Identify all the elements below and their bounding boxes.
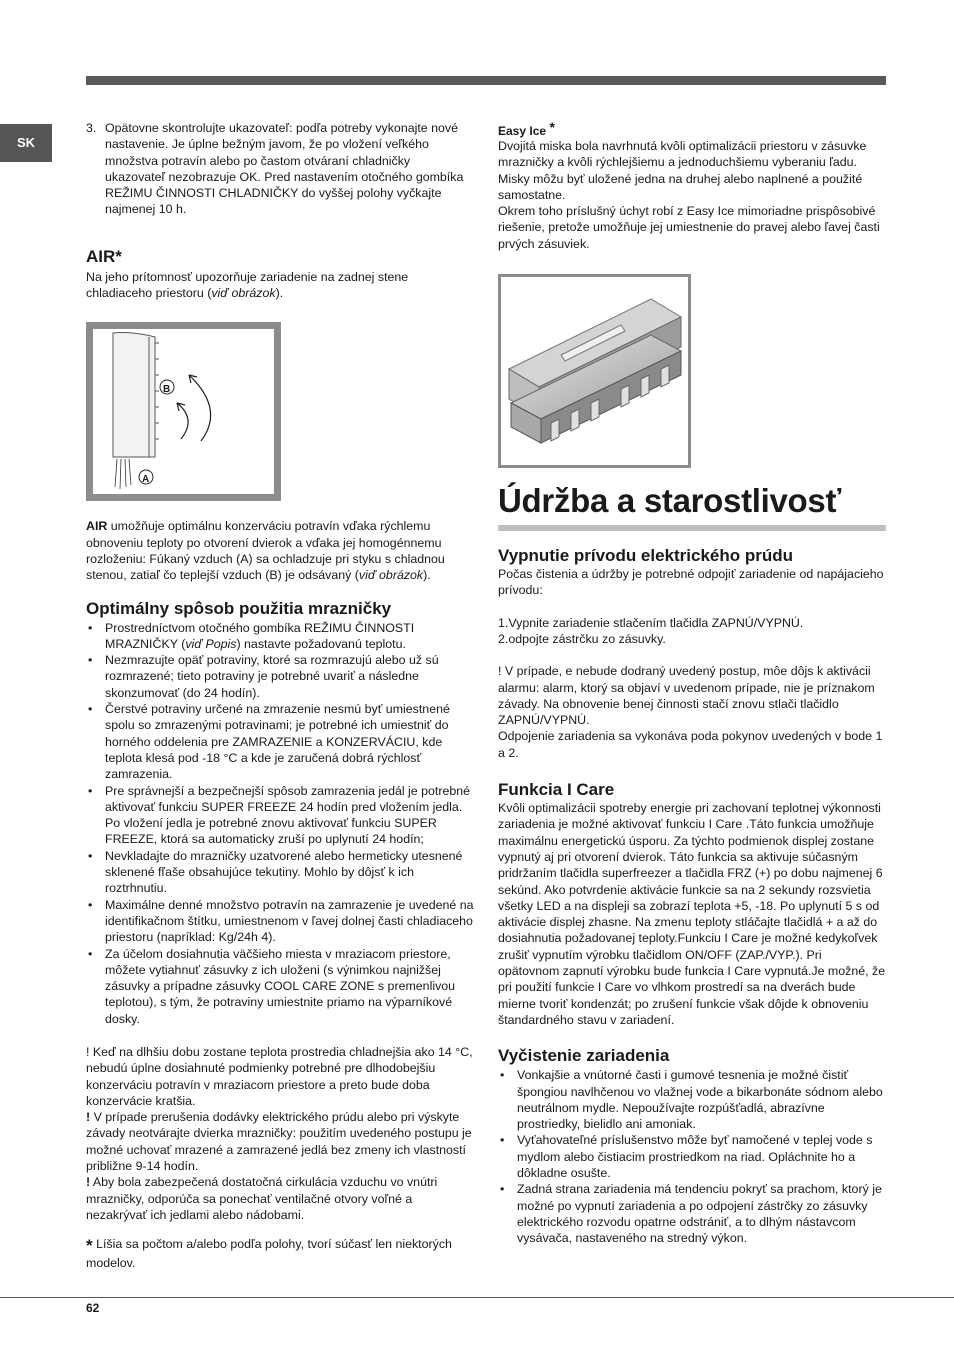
list-item: • Zadná strana zariadenia má tendenciu pokryť sa prachom, ktorý je možné po vypnutí zariadenia a po odpojení zástrčky zo zásuvky elektrického rozvodu opatrne odstrániť, a to dlhým nástavcom vysávača, nastaveného na stredný výkon. [498, 1181, 886, 1246]
bullet1-end: ) nastavte požadovanú teplotu. [236, 636, 406, 651]
easy-ice-p1: Dvojitá miska bola navrhnutá kvôli optimalizácii priestoru v zásuvke mrazničky a kvôli rýchlejšiemu a jednoduchšiemu vyberaniu ľadu. Misky môžu byť uložené jedna na druhej alebo naplnené a použité samostatne. [498, 139, 867, 202]
air-desc-text: umožňuje optimálnu konzerváciu potravín vďaka rýchlemu obnoveniu teploty po otvorení dvierok a vďaka jej homogénnemu rozloženiu: Fúkaný vzduch (A) sa ochladzuje pri styku s chladnou stenou, zatiaľ čo teplejší vzduch (B) je odsávaný ( [86, 519, 445, 583]
easy-ice-heading [498, 120, 886, 138]
cleaning-bullets [498, 1067, 886, 1246]
air-heading: AIR* [86, 246, 122, 266]
right-column [498, 120, 886, 1246]
easy-ice-title: Easy Ice [498, 124, 547, 138]
air-figure [86, 322, 281, 501]
list-item: • Čerstvé potraviny určené na zmrazenie nesmú byť umiestnené spolu so zmrazenými potravinami; je potrebné ich umiestniť do horného oddelenia pre ZAMRAZENIE a KONZERVÁCIU, kde teplota klesá pod -18 °C a kde je zaručená dobrá rýchlosť zamrazenia. [86, 701, 474, 782]
bullet1-text: Prostredníctvom otočného gombíka REŽIMU ČINNOSTI MRAZNIČKY ( [105, 620, 415, 651]
list-item: • Nevkladajte do mrazničky uzatvorené alebo hermeticky utesnené sklenené fľaše obsahujúce tekutiny. Mohlo by dôjsť k ich roztrhnutiu. [86, 848, 474, 897]
footer-rule [0, 1297, 954, 1298]
step-3 [86, 120, 474, 218]
air-intro-ref: viď obrázok [211, 286, 276, 301]
air-desc-ref: viď obrázok [358, 568, 424, 583]
air-intro-text: Na jeho prítomnosť upozorňuje zariadenie na zadnej stene chladiaceho priestoru ( [86, 269, 409, 301]
easy-ice-star: * [549, 119, 555, 135]
air-desc-end: ). [423, 568, 431, 583]
list-item [86, 620, 474, 653]
step-text: Opätovne skontrolujte ukazovateľ: podľa potreby vykonajte nové nastavenie. Je úplne bežným javom, že po vložení veľkého množstva potravín alebo po častom otváraní chladničky ukazovateľ nezobrazuje OK. Pred nastavením otočného gombíka REŽIMU ČINNOSTI CHLADNIČKY do vyššej polohy vyčkajte najmenej 10 h. [105, 121, 464, 217]
air-diagram [93, 329, 274, 494]
list-item: • Maximálne denné množstvo potravín na zamrazenie je uvedené na identifikačnom štítku, umiestnenom v ľavej dolnej časti chladiaceho priestoru (napríklad: Kg/24h 4). [86, 897, 474, 946]
list-item: • Pre správnejší a bezpečnejší spôsob zamrazenia jedál je potrebné aktivovať funkciu SUPER FREEZE 24 hodín pred vložením jedla. Po vložení jedla je potrebné znovu aktivovať funkciu SUPER FREEZE, ktorá sa automaticky zruší po uplynutí 24 hodín; [86, 783, 474, 848]
list-item: • Za účelom dosiahnutia väčšieho miesta v mraziacom priestore, môžete vytiahnuť zásuvky z ich uloženi (s výnimkou najnižšej zásuvky a prípadne zásuvky COOL CARE ZONE s premenlivou teplotou), s tým, že potraviny umiestnite priamo na výparníkové dosky. [86, 946, 474, 1027]
figure-label-a: A [142, 473, 150, 485]
list-item: • Vyťahovateľné príslušenstvo môže byť namočené v teplej vode s mydlom alebo čistiacim prostriedkom na riad. Opláchnite ho a dôkladne osušte. [498, 1132, 886, 1181]
easy-ice-p2: Okrem toho príslušný úchyt robí z Easy Ice mimoriadne prispôsobivé riešenie, pretože umožňuje jej umiestnenie do pravej alebo ľavej časti prvých zásuviek. [498, 204, 880, 251]
step-number: 3. [86, 121, 97, 135]
icare-heading: Funkcia I Care [498, 780, 615, 800]
icare-text: Kvôli optimalizácii spotreby energie pri zachovaní teplotnej výkonnosti zariadenia je možné aktivovať funkciu I Care .Táto funkcia umožňuje maximálnu energetickú úsporu. Za týchto podmienok displej zostane vypnutý aj pri otvorení dvierok. Táto funkcia sa aktivuje súčasným pridržaním tlačidla superfreezer a tlačidla FRZ (+) po dobu najmenej 6 sekúnd. Ako potvrdenie aktivácie funkcie sa na 2 sekundy rozsvietia všetky LED a na displeji sa zobrazí teplota +5, -18. Po uplynutí 5 s od aktivácie displej zhasne. Na zmenu teploty stláčajte tlačidlá + a až do dosiahnutia požadovanej teploty.Funkciu I Care je možné kedykoľvek zrušiť vypnutím výrobku tlačidlom ON/OFF (ZAP./VYP.). Pri opätovnom zapnutí výrobku bude funkcia I Care vypnutá.Je možné, že pri použití funkcie I Care vo vlhkom prostredí sa na dverách bude mierne tvoriť kondenzát; po zrušení funkcie však dôjde k obnoveniu štandardného stavu v zariadení. [498, 801, 886, 1027]
maintenance-title: Údržba a starostlivosť [498, 482, 841, 520]
list-item: • Vonkajšie a vnútorné časti i gumové tesnenia je možné čistiť špongiou navlhčenou vo vlažnej vode a bikarbonáte sódnom alebo neutrálnom mydle. Nepoužívajte rozpúšťadlá, abrazívne prostriedky, bielidlo ani amoniak. [498, 1067, 886, 1132]
freezer-bullets [86, 620, 474, 1027]
air-intro [86, 269, 474, 302]
footnote-star: * [86, 1236, 93, 1256]
power-disconnect: Odpojenie zariadenia sa vykonáva poda pokynov uvedených v bode 1 a 2. [498, 729, 883, 760]
air-description [86, 518, 474, 583]
top-rule [86, 76, 886, 85]
bullet1-ref: viď Popis [185, 636, 237, 651]
note-mark: ! [86, 1110, 91, 1125]
power-step-1: 1.Vypnite zariadenie stlačením tlačidla ZAPNÚ/VYPNÚ. [498, 615, 804, 630]
list-item: • Nezmrazujte opäť potraviny, ktoré sa rozmrazujú alebo už sú rozmrazené; tieto potraviny je potrebné uvariť a následne skonzumovať (do 24 hodín). [86, 652, 474, 701]
ice-tray-image [501, 277, 688, 465]
note-ventilation [86, 1174, 474, 1223]
note-power-outage [86, 1109, 474, 1174]
note-text: Aby bola zabezpečená dostatočná cirkulácia vzduchu vo vnútri mrazničky, odporúča sa ponechať ventilačné otvory voľné a nezakrývať ich jedlami alebo nádobami. [86, 1175, 438, 1222]
note-text: V prípade prerušenia dodávky elektrického prúdu alebo pri výskyte závady neotvárajte dvierka mrazničky: použitím uvedeného postupu je možné uchovať mrazené a zamrazené jedlá bez zmeny ich vlastností približne 9-14 hodín. [86, 1110, 472, 1174]
figure-label-b: B [163, 383, 171, 395]
note-mark: ! [86, 1175, 91, 1190]
air-intro-end: ). [275, 286, 284, 301]
power-step-2: 2.odpojte zástrčku zo zásuvky. [498, 631, 666, 646]
footnote-text: Líšia sa počtom a/alebo podľa polohy, tvorí súčasť len niektorých modelov. [86, 1237, 452, 1270]
power-note: ! V prípade, e nebude dodraný uvedený postup, môe dôjs k aktivácii alarmu: alarm, ktorý sa objaví v uvedenom prípade, nie je príznakom závady. Na obnovenie benej činnosti stačí znovu stlači tlačidlo ZAPNÚ/VYPNÚ. [498, 664, 875, 728]
power-intro: Počas čistenia a údržby je potrebné odpojiť zariadenie od napájacieho prívodu: [498, 567, 884, 598]
easy-ice-figure [498, 274, 691, 468]
note-temperature: ! Keď na dlhšiu dobu zostane teplota prostredia chladnejšia ako 14 °C, nebudú úplne dosiahnuté podmienky potrebné pre dlhodobejšiu konzerváciu potravín v mraziacom priestore a preto bude doba konzervácie kratšia. [86, 1044, 473, 1108]
left-column [86, 120, 474, 1271]
footnote [86, 1236, 474, 1271]
freezer-heading: Optimálny spôsob použitia mrazničky [86, 598, 392, 618]
power-heading: Vypnutie prívodu elektrického prúdu [498, 546, 794, 566]
cleaning-heading: Vyčistenie zariadenia [498, 1046, 670, 1066]
page-number: 62 [86, 1301, 100, 1315]
language-tab: SK [0, 124, 52, 162]
title-underline [498, 525, 886, 531]
air-desc-bold: AIR [86, 519, 108, 534]
